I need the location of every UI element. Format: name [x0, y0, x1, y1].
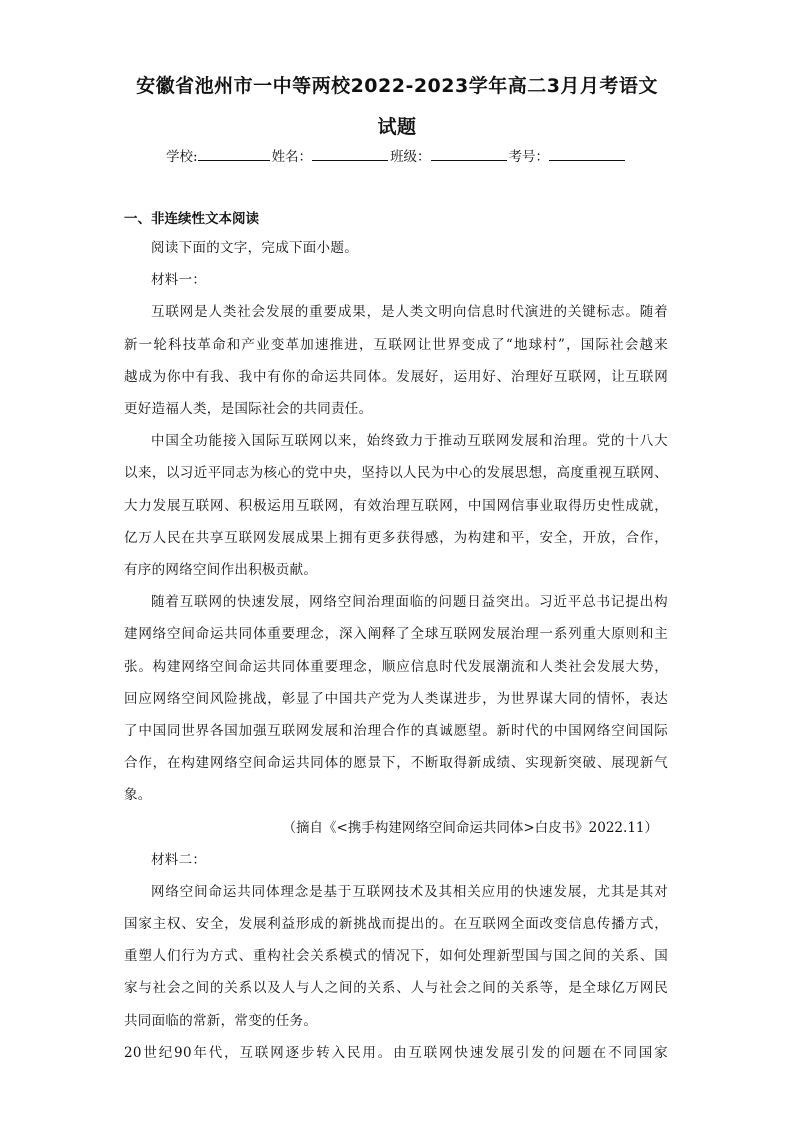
document-title-line2: 试题	[377, 116, 417, 138]
class-blank	[431, 147, 507, 161]
material1-label: 材料一：	[151, 272, 207, 289]
school-label: 学校:	[166, 149, 198, 165]
material1-paragraph-2: 中国全功能接入国际互联网以来，始终致力于推动互联网发展和治理。党的十八大 以来，以习近平同志为核心的党中央，坚持以人民为中心的发展思想，高度重视互联网、 大力发展互联网、积极运用互联网，有效治理互联网，中国网信事业取得历史性成就， 亿万人民在共享互联网发展成果上拥有更多获得感，为构建和平，安全，开放，合作， 有序的网络空间作出积极贡献。	[124, 433, 668, 579]
school-blank	[198, 147, 270, 161]
material1-source: （摘自《<携手构建网络空间命运共同体>白皮书》2022.11）	[282, 819, 658, 836]
document-body	[124, 232, 668, 1069]
student-info-row	[166, 145, 625, 165]
exam-number-blank	[549, 147, 625, 161]
instruction-text: 阅读下面的文字，完成下面小题。	[151, 240, 358, 256]
name-label: 姓名：	[271, 149, 313, 165]
material2-paragraph-1: 网络空间命运共同体理念是基于互联网技术及其相关应用的快速发展，尤其是其对 国家主权、安全，发展利益形成的新挑战而提出的。在互联网全面改变信息传播方式， 重塑人们行为方式、重构社会关系模式的情况下，如何处理新型国与国之间的关系、国 家与社会之间的关系以及人与人之间的关系、人与社会之间的关系等，是全球亿万网民 共同面临的常新，常变的任务。	[124, 883, 668, 1029]
material2-label: 材料二：	[151, 851, 207, 868]
exam-number-label: 考号：	[508, 149, 550, 165]
material1-paragraph-1: 互联网是人类社会发展的重要成果，是人类文明向信息时代演进的关键标志。随着 新一轮科技革命和产业变革加速推进，互联网让世界变成了“地球村”，国际社会越来 越成为你中有我、我中有你的命运共同体。发展好，运用好、治理好互联网，让互联网 更好造福人类，是国际社会的共同责任。	[124, 304, 668, 418]
material2-paragraph-2: 20世纪90年代，互联网逐步转入民用。由互联网快速发展引发的问题在不同国家	[124, 1044, 668, 1061]
name-blank	[312, 147, 388, 161]
document-title-line1: 安徽省池州市一中等两校2022-2023学年高二3月月考语文	[136, 75, 658, 97]
material1-paragraph-3: 随着互联网的快速发展，网络空间治理面临的问题日益突出。习近平总书记提出构 建网络空间命运共同体重要理念，深入阐释了全球互联网发展治理一系列重大原则和主 张。构建网络空间命运共同体重要理念，顺应信息时代发展潮流和人类社会发展大势， 回应网络空间风险挑战，彰显了中国共产党为人类谋进步，为世界谋大同的情怀，表达 了中国同世界各国加强互联网发展和治理合作的真诚愿望。新时代的中国网络空间国际 合作，在构建网络空间命运共同体的愿景下，不断取得新成绩、实现新突破、展现新气 象。	[124, 594, 668, 804]
class-label: 班级：	[390, 149, 431, 165]
section-heading: 一、非连续性文本阅读	[124, 211, 259, 227]
